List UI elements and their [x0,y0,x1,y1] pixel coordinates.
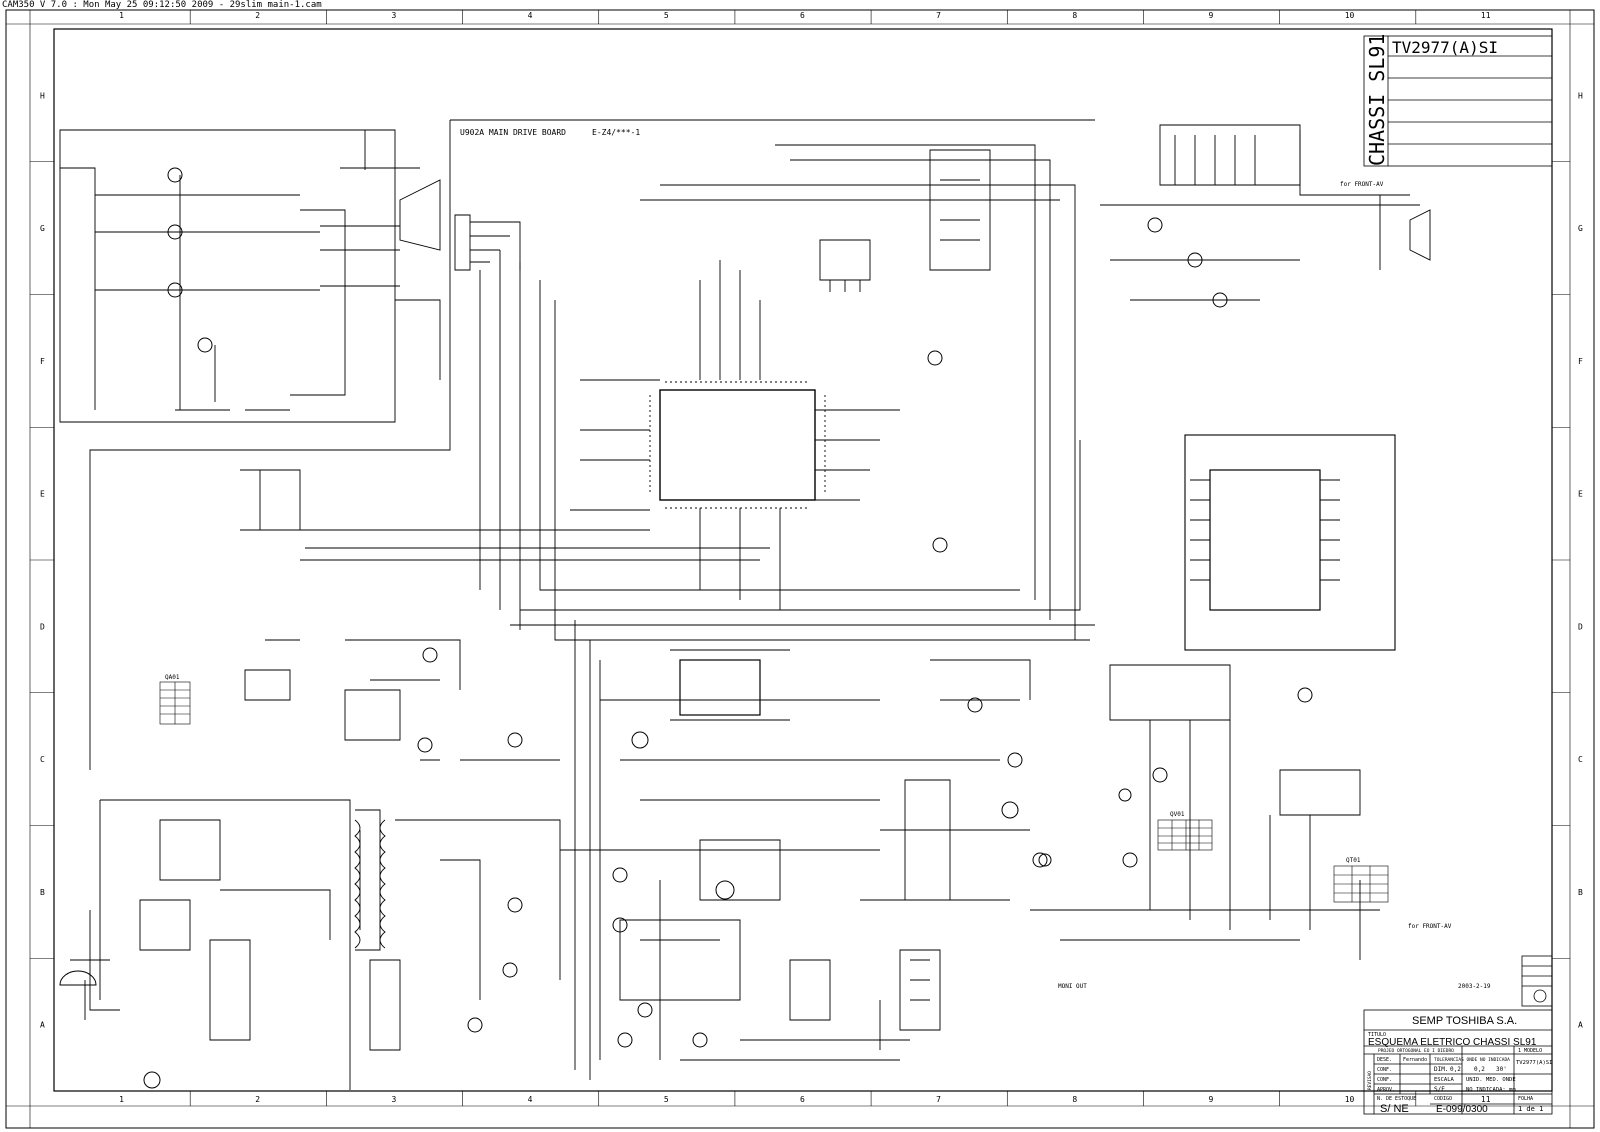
model-count-label: 1 MODELO [1518,1048,1543,1054]
row-marker-left: C [40,755,45,765]
board-label: U902A MAIN DRIVE BOARD [460,128,566,137]
column-marker-bottom: 6 [800,1095,805,1104]
codigo-label: CODIGO [1434,1096,1453,1102]
schematic-wiring [60,120,1430,1090]
front-av-bottom-label: for FRONT-AV [1408,923,1452,930]
dim-label: DIM. [1434,1066,1449,1073]
column-marker-bottom: 9 [1208,1095,1214,1104]
row-label-2: CONF. [1377,1067,1393,1073]
row-marker-right: C [1578,755,1583,765]
column-marker-top: 1 [119,11,124,20]
board-code: E-Z4/***-1 [592,128,641,137]
estoque-label: N. DE ESTOQUE [1377,1096,1417,1102]
row-marker-right: D [1578,622,1583,632]
column-marker-top: 10 [1344,11,1355,20]
qt01-table [1334,866,1388,902]
column-marker-bottom: 11 [1480,1095,1491,1104]
column-marker-top: 9 [1208,11,1214,20]
column-marker-top: 4 [527,11,533,20]
qa01-table [160,682,190,724]
row-marker-left: A [40,1020,45,1030]
codigo-value: E-099/0300 [1436,1104,1488,1115]
row-marker-right: F [1578,356,1583,366]
tolerance-label: TOLERANCIAS ONDE NO INDICADA [1434,1058,1510,1063]
chassis-label: CHASSI SL91 [1365,33,1389,166]
row-marker-left: B [40,887,45,897]
row-marker-left: D [40,622,45,632]
title-block-model: TV2977(A)SI [1516,1060,1553,1066]
tolerance-angle: 30' [1496,1066,1507,1073]
column-marker-bottom: 4 [527,1095,533,1104]
row-marker-left: E [40,489,45,499]
revisao-label: REVISAO [1368,1071,1373,1090]
row-marker-left: G [40,224,45,234]
row-marker-left: F [40,356,45,366]
model-label: TV2977(A)SI [1392,38,1498,57]
escala-value: S/E [1434,1086,1445,1093]
tolerance-2: 0,2 [1474,1066,1485,1073]
company-name: SEMP TOSHIBA S.A. [1412,1015,1518,1027]
column-marker-top: 3 [391,11,397,20]
column-marker-top: 6 [800,11,805,20]
qa01-label: QA01 [165,674,180,681]
column-marker-bottom: 1 [119,1095,124,1104]
document-header: CAM350 V 7.0 : Mon May 25 09:12:50 2009 - 29slim main-1.cam [2,0,322,10]
folha-label: FOLHA [1518,1096,1534,1102]
column-marker-top: 8 [1072,11,1078,20]
row-marker-right: A [1578,1020,1583,1030]
titulo-label: TITULO [1368,1032,1387,1038]
column-marker-bottom: 3 [391,1095,397,1104]
tolerance-1: 0,2 [1450,1066,1461,1073]
estoque-value: S/ NE [1380,1103,1409,1115]
row-marker-right: B [1578,887,1583,897]
row-value-1: Fernando [1403,1057,1428,1063]
row-marker-right: H [1578,91,1583,101]
row-marker-left: H [40,91,45,101]
column-marker-top: 11 [1480,11,1491,20]
row-label-4: APROV. [1377,1087,1396,1093]
column-marker-top: 7 [936,11,942,20]
drawing-title: ESQUEMA ELETRICO CHASSI SL91 [1368,1037,1537,1048]
connector-labels [1058,181,1491,990]
column-marker-bottom: 7 [936,1095,942,1104]
row-label-3: CONF. [1377,1077,1393,1083]
column-marker-bottom: 10 [1344,1095,1355,1104]
folha-value: 1 de 1 [1518,1105,1544,1113]
grid-reference-marks [30,10,1583,1106]
qt01-label: QT01 [1346,857,1361,864]
row-marker-right: G [1578,224,1583,234]
qv01-table [1158,820,1212,850]
title-block-rows [1377,1057,1427,1093]
front-av-top-label: for FRONT-AV [1340,181,1384,188]
qv01-label: QV01 [1170,811,1185,818]
schematic-components [60,168,1312,1088]
column-marker-top: 5 [663,11,669,20]
date-code-label: 2003-2-19 [1458,983,1491,990]
unid-label: UNID. MED. ONDE [1466,1077,1516,1083]
column-marker-bottom: 8 [1072,1095,1078,1104]
row-marker-right: E [1578,489,1583,499]
escala-label: ESCALA [1434,1077,1454,1083]
column-marker-bottom: 2 [255,1095,261,1104]
monitor-out-label: MONI OUT [1058,983,1087,990]
column-marker-top: 2 [255,11,261,20]
projection-label: PROJEO ORTOGONAL EO I DIEDRO [1378,1049,1454,1054]
row-label-1: DESE. [1377,1057,1393,1063]
column-marker-bottom: 5 [663,1095,669,1104]
unid-value: NO INDICADA: mm [1466,1087,1516,1093]
